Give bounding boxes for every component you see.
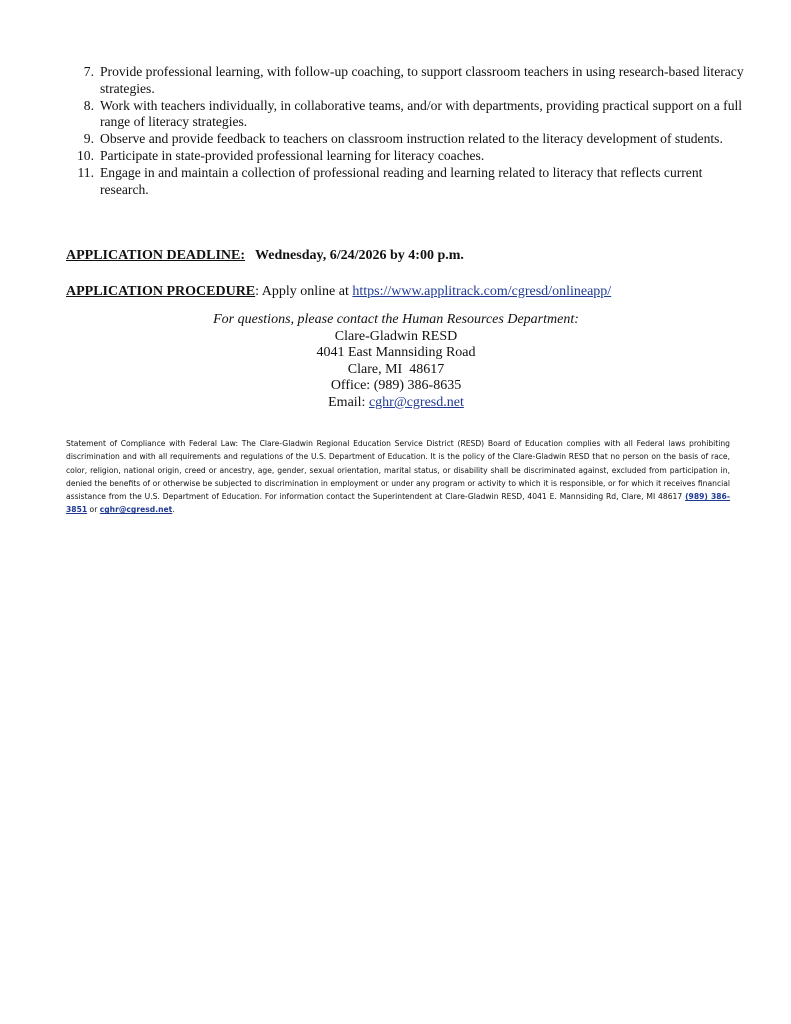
item-text: Work with teachers individually, in collaborative teams, and/or with departments, providing practical support on a full range of literacy strategies. bbox=[100, 97, 743, 130]
application-deadline bbox=[66, 248, 464, 264]
procedure-text: Apply online at bbox=[259, 284, 353, 299]
contact-question: For questions, please contact the Human Resources Department: bbox=[213, 312, 579, 327]
deadline-label: APPLICATION DEADLINE: bbox=[66, 248, 246, 263]
item-text: Observe and provide feedback to teachers on classroom instruction related to the literacy development of students. bbox=[100, 131, 723, 147]
contact-city: Clare, MI 48617 bbox=[347, 361, 445, 377]
contact-street: 4041 East Mannsiding Road bbox=[316, 345, 476, 361]
compliance-end: . bbox=[172, 505, 175, 515]
item-number: 10. bbox=[77, 147, 94, 163]
list-item bbox=[66, 64, 746, 98]
item-number: 9. bbox=[83, 131, 94, 147]
compliance-or: or bbox=[87, 505, 100, 515]
procedure-label: APPLICATION PROCEDURE bbox=[66, 284, 256, 299]
contact-block bbox=[66, 312, 726, 412]
compliance-phone-link[interactable]: (989) 386-3851 bbox=[66, 492, 730, 515]
application-link[interactable]: https://www.applitrack.com/cgresd/onlineapp/ bbox=[352, 284, 612, 299]
item-text: Participate in state-provided professional learning for literacy coaches. bbox=[100, 147, 485, 163]
email-label: Email: bbox=[328, 394, 369, 410]
procedure-colon: : bbox=[255, 284, 260, 299]
list-item bbox=[66, 98, 746, 132]
item-text: Engage in and maintain a collection of professional reading and learning related to literacy that reflects current research. bbox=[100, 164, 703, 197]
list-item bbox=[66, 131, 746, 148]
compliance-email-link[interactable]: cghr@cgresd.net bbox=[99, 505, 173, 515]
list-item bbox=[66, 148, 746, 165]
item-number: 7. bbox=[83, 64, 94, 79]
item-text: Provide professional learning, with follow-up coaching, to support classroom teachers in using research-based literacy strategies. bbox=[100, 64, 744, 96]
list-item bbox=[66, 165, 746, 199]
deadline-value: Wednesday, 6/24/2026 by 4:00 p.m. bbox=[255, 248, 464, 263]
email-link[interactable]: cghr@cgresd.net bbox=[368, 394, 464, 410]
item-number: 11. bbox=[77, 164, 94, 180]
application-procedure bbox=[66, 284, 611, 300]
compliance-statement bbox=[66, 437, 730, 517]
duties-list bbox=[66, 64, 746, 198]
item-number: 8. bbox=[83, 97, 94, 113]
contact-email-line bbox=[66, 395, 726, 412]
compliance-text: Statement of Compliance with Federal Law: The Clare-Gladwin Regional Education Service District (RESD) Board of Education complies with all Federal laws prohibiting discrimination and with all requirements and regulations of the U.S. Department of Education. It is the policy of the Clare-Gladwin RESD that no person on the basis of race, color, religion, national origin, creed or ancestry, age, gender, sexual orientation, marital status, or disability shall be discriminated against, excluded from participation in, denied the benefits of or otherwise be subjected to discrimination in employment or under any program or activity to which it is responsible, or for which it receives financial assistance from the U.S. Department of Education. For information contact the Superintendent at Clare-Gladwin RESD, 4041 E. Mannsiding Rd, Clare, MI 48617 bbox=[66, 439, 730, 502]
contact-office: Office: (989) 386-8635 bbox=[330, 378, 462, 394]
contact-org: Clare-Gladwin RESD bbox=[334, 328, 458, 344]
